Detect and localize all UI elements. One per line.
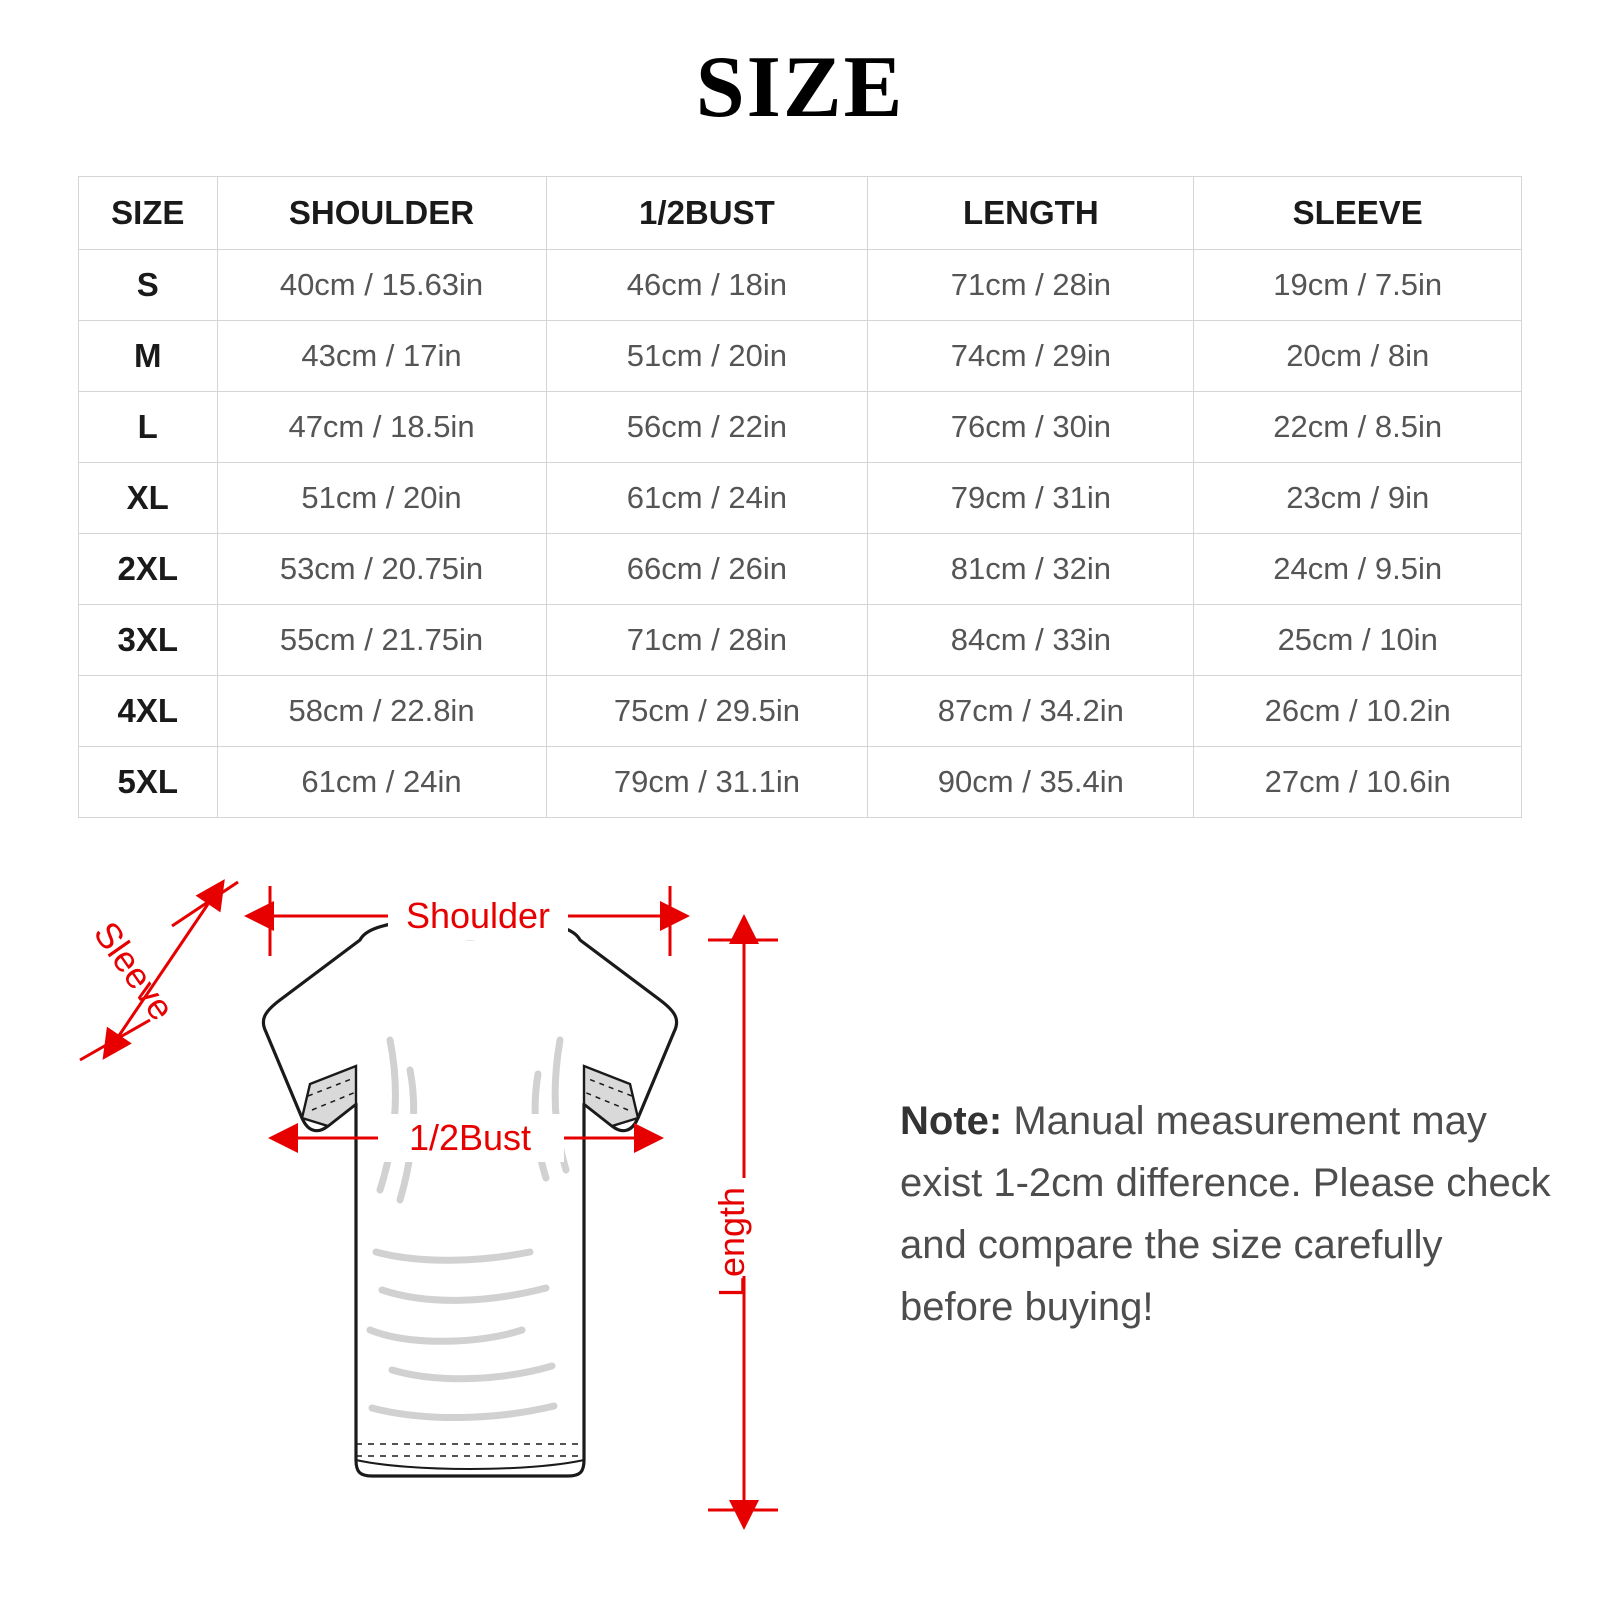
shoulder-label: Shoulder bbox=[405, 895, 551, 936]
page-title: SIZE bbox=[695, 39, 905, 136]
cell-shoulder: 61cm / 24in bbox=[217, 747, 546, 818]
table-header-row bbox=[79, 177, 1522, 250]
table-row bbox=[79, 747, 1522, 818]
cell-size: XL bbox=[79, 463, 218, 534]
cell-sleeve: 20cm / 8in bbox=[1194, 321, 1522, 392]
column-header-shoulder: SHOULDER bbox=[217, 177, 546, 250]
column-header-length: LENGTH bbox=[868, 177, 1194, 250]
table-row bbox=[79, 676, 1522, 747]
column-header-size: SIZE bbox=[79, 177, 218, 250]
table-row bbox=[79, 534, 1522, 605]
cell-sleeve: 19cm / 7.5in bbox=[1194, 250, 1522, 321]
sleeve-label: Sleeve bbox=[85, 913, 183, 1028]
size-chart-table-wrapper bbox=[78, 176, 1522, 818]
cell-bust: 79cm / 31.1in bbox=[546, 747, 868, 818]
cell-length: 87cm / 34.2in bbox=[868, 676, 1194, 747]
note-label: Note: bbox=[900, 1099, 1003, 1143]
bust-label: 1/2Bust bbox=[408, 1117, 532, 1158]
tshirt-measurement-diagram bbox=[60, 860, 860, 1560]
cell-bust: 66cm / 26in bbox=[546, 534, 868, 605]
cell-bust: 56cm / 22in bbox=[546, 392, 868, 463]
cell-length: 79cm / 31in bbox=[868, 463, 1194, 534]
cell-shoulder: 40cm / 15.63in bbox=[217, 250, 546, 321]
cell-sleeve: 22cm / 8.5in bbox=[1194, 392, 1522, 463]
table-row bbox=[79, 392, 1522, 463]
table-row bbox=[79, 321, 1522, 392]
column-header-sleeve: SLEEVE bbox=[1194, 177, 1522, 250]
cell-shoulder: 55cm / 21.75in bbox=[217, 605, 546, 676]
cell-sleeve: 23cm / 9in bbox=[1194, 463, 1522, 534]
cell-sleeve: 25cm / 10in bbox=[1194, 605, 1522, 676]
cell-bust: 46cm / 18in bbox=[546, 250, 868, 321]
note-text: Manual measurement may exist 1-2cm difference. Please check and compare the size carefully before buying! bbox=[900, 1099, 1551, 1329]
cell-size: S bbox=[79, 250, 218, 321]
cell-size: 5XL bbox=[79, 747, 218, 818]
column-header-bust: 1/2BUST bbox=[546, 177, 868, 250]
cell-bust: 51cm / 20in bbox=[546, 321, 868, 392]
cell-shoulder: 51cm / 20in bbox=[217, 463, 546, 534]
cell-size: L bbox=[79, 392, 218, 463]
cell-length: 76cm / 30in bbox=[868, 392, 1194, 463]
cell-sleeve: 24cm / 9.5in bbox=[1194, 534, 1522, 605]
cell-sleeve: 26cm / 10.2in bbox=[1194, 676, 1522, 747]
cell-size: M bbox=[79, 321, 218, 392]
measurement-note bbox=[900, 1090, 1560, 1338]
cell-length: 74cm / 29in bbox=[868, 321, 1194, 392]
cell-size: 2XL bbox=[79, 534, 218, 605]
cell-shoulder: 53cm / 20.75in bbox=[217, 534, 546, 605]
cell-bust: 75cm / 29.5in bbox=[546, 676, 868, 747]
cell-bust: 61cm / 24in bbox=[546, 463, 868, 534]
table-row bbox=[79, 250, 1522, 321]
table-row bbox=[79, 605, 1522, 676]
tshirt-illustration bbox=[263, 904, 676, 1476]
length-label: Length bbox=[711, 1186, 752, 1298]
cell-bust: 71cm / 28in bbox=[546, 605, 868, 676]
size-chart-table bbox=[78, 176, 1522, 818]
cell-shoulder: 58cm / 22.8in bbox=[217, 676, 546, 747]
cell-length: 81cm / 32in bbox=[868, 534, 1194, 605]
cell-shoulder: 47cm / 18.5in bbox=[217, 392, 546, 463]
table-row bbox=[79, 463, 1522, 534]
cell-size: 4XL bbox=[79, 676, 218, 747]
cell-length: 71cm / 28in bbox=[868, 250, 1194, 321]
cell-length: 90cm / 35.4in bbox=[868, 747, 1194, 818]
cell-length: 84cm / 33in bbox=[868, 605, 1194, 676]
cell-sleeve: 27cm / 10.6in bbox=[1194, 747, 1522, 818]
cell-size: 3XL bbox=[79, 605, 218, 676]
cell-shoulder: 43cm / 17in bbox=[217, 321, 546, 392]
